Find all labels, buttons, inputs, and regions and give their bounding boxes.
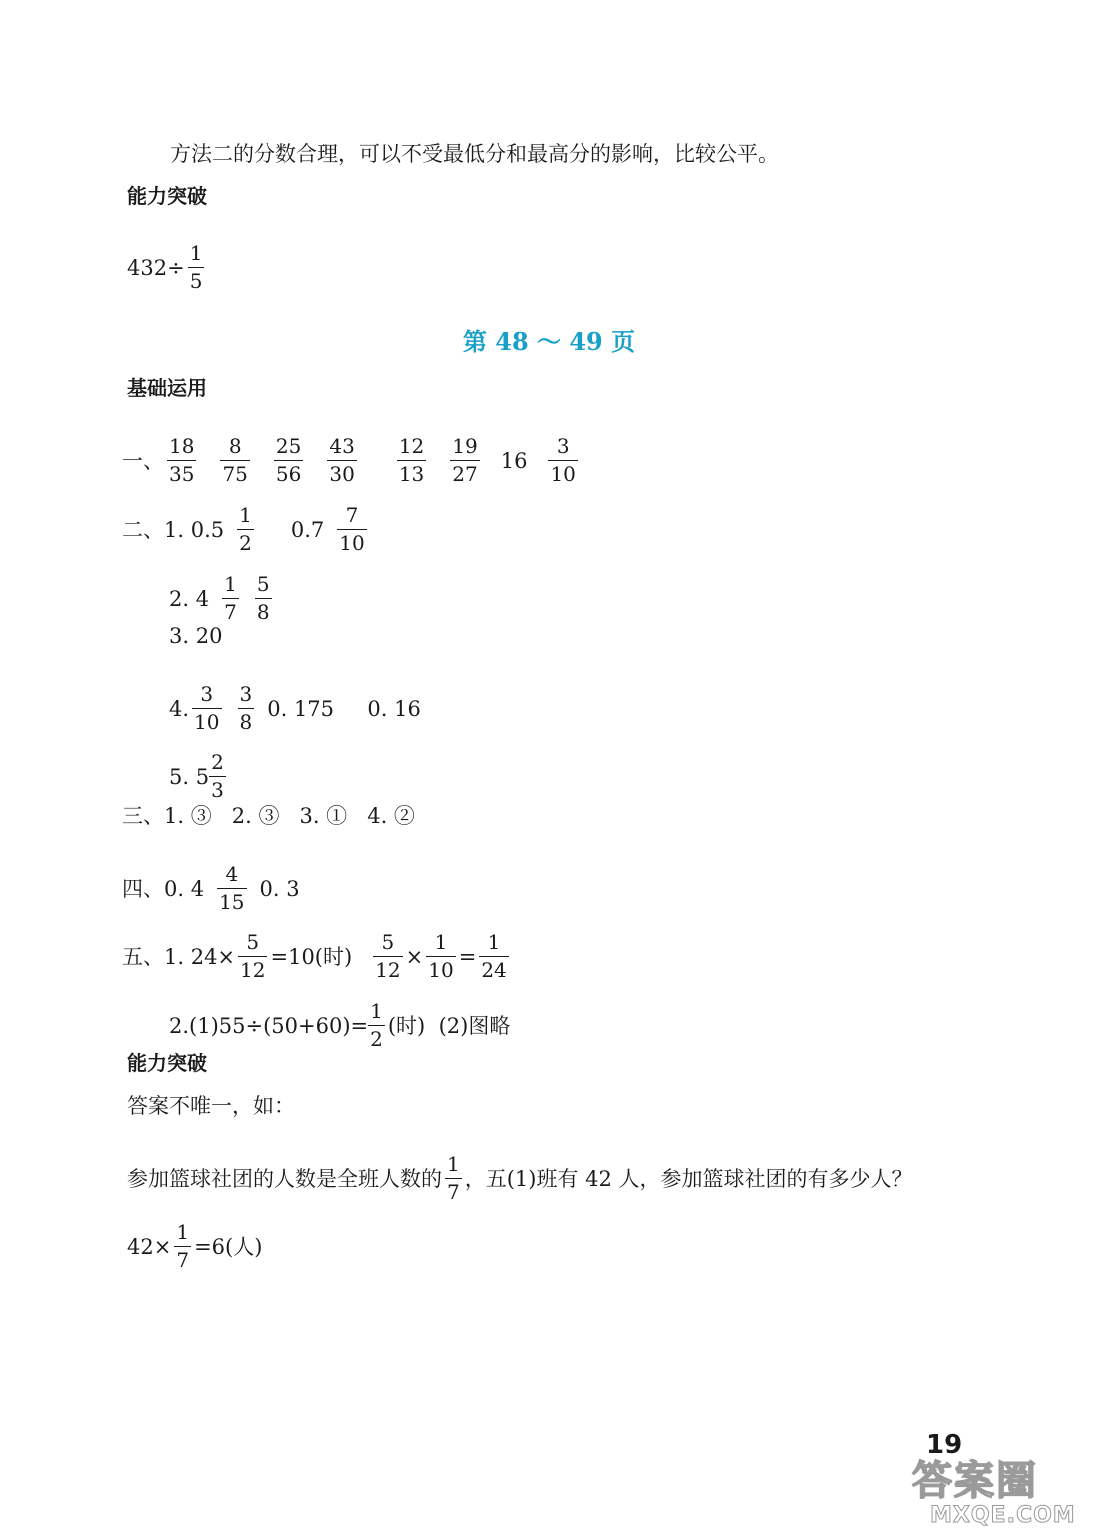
q4-line — [122, 861, 300, 916]
q-text: (时) (2)图略 — [387, 1013, 511, 1038]
q2-line-3 — [169, 624, 222, 648]
fraction: $\frac{12}{13}$ — [398, 434, 425, 486]
answer-text: 答案不唯一，如： — [127, 1094, 295, 1118]
section-title: 第 48 ～ 49 页 — [462, 327, 636, 356]
ability-heading-2 — [127, 1051, 207, 1075]
fraction: $\frac{4}{15}$ — [219, 862, 245, 914]
page-number: 19 — [926, 1430, 963, 1460]
ability-line-1 — [127, 1094, 295, 1118]
q2-line-4 — [169, 681, 421, 736]
q2-line-5 — [169, 749, 229, 804]
watermark-bottom: MXQE.COM — [930, 1503, 1076, 1528]
fraction: $\frac{7}{10}$ — [339, 503, 365, 555]
q5-line-2 — [169, 998, 510, 1053]
q-text: 四、0. 4 — [122, 876, 205, 901]
q-text: = — [458, 944, 477, 969]
fraction: $\frac{2}{3}$ — [211, 750, 224, 802]
q-text: 0. 175 0. 16 — [267, 696, 421, 721]
fraction: $\frac{1}{7}$ — [447, 1152, 460, 1204]
q-text: 5. 5 — [169, 764, 210, 789]
fraction: $\frac{5}{8}$ — [256, 572, 270, 624]
q-label: 一、 — [122, 448, 164, 473]
fraction: $\frac{8}{75}$ — [222, 434, 248, 486]
q-text: 三、1. ③ 2. ③ 3. ① 4. ② — [122, 804, 415, 828]
fraction: $\frac{1}{7}$ — [224, 572, 237, 624]
ability-heading-1 — [127, 184, 207, 208]
heading-text: 基础运用 — [127, 376, 207, 400]
intro-expression — [127, 240, 207, 295]
q-text: 2.(1)55÷(50+60)= — [169, 1013, 369, 1038]
fraction: $\frac{43}{30}$ — [329, 434, 355, 486]
q-text: × — [405, 944, 424, 969]
q-text: 0. 3 — [259, 876, 300, 901]
fraction: $\frac{18}{35}$ — [169, 434, 195, 486]
q2-line-2 — [169, 571, 275, 626]
integer-value: 16 — [500, 448, 528, 473]
fraction: $\frac{3}{10}$ — [194, 682, 220, 734]
intro-sentence: 方法二的分数合理，可以不受最低分和最高分的影响，比较公平。 — [170, 142, 779, 166]
q3-line — [122, 804, 415, 828]
q-text: 五、1. 24× — [122, 944, 236, 969]
fraction: $\frac{1}{5}$ — [189, 241, 203, 293]
q1-line — [122, 433, 581, 488]
fraction: $\frac{1}{2}$ — [239, 503, 252, 555]
fraction: $\frac{3}{8}$ — [239, 682, 253, 734]
q-text: 2. 4 — [169, 586, 210, 611]
q-text: 3. 20 — [169, 624, 223, 648]
q5-line-1 — [122, 929, 512, 984]
fraction: $\frac{1}{24}$ — [481, 930, 507, 982]
answer-text: 42× — [127, 1234, 172, 1259]
answer-text: =6(人) — [194, 1234, 263, 1259]
ability-line-2 — [127, 1151, 913, 1206]
answer-text: 参加篮球社团的人数是全班人数的 — [127, 1166, 442, 1191]
heading-text: 能力突破 — [127, 184, 207, 208]
q-text: 二、1. 0.5 — [122, 517, 225, 542]
fraction: $\frac{19}{27}$ — [452, 434, 478, 486]
fraction: $\frac{3}{10}$ — [550, 434, 576, 486]
fraction: $\frac{5}{12}$ — [240, 930, 266, 982]
basic-heading — [127, 376, 207, 400]
fraction: $\frac{5}{12}$ — [375, 930, 401, 982]
watermark-top: 答案圈 — [912, 1458, 1038, 1504]
expr-prefix: 432÷ — [127, 255, 185, 280]
q-text: =10(时) — [270, 944, 353, 969]
q2-line-1 — [122, 502, 370, 557]
fraction: $\frac{1}{2}$ — [370, 999, 383, 1051]
fraction: $\frac{1}{7}$ — [176, 1220, 190, 1272]
intro-text — [170, 142, 779, 166]
q-text: 0.7 — [290, 517, 325, 542]
fraction: $\frac{1}{10}$ — [428, 930, 454, 982]
answer-text: ，五(1)班有 42 人，参加篮球社团的有多少人？ — [464, 1166, 913, 1191]
fraction: $\frac{25}{56}$ — [275, 434, 302, 486]
watermark-logo — [912, 1458, 1092, 1532]
q-text: 4. — [169, 696, 190, 721]
heading-text: 能力突破 — [127, 1051, 207, 1075]
ability-line-3 — [127, 1219, 262, 1274]
